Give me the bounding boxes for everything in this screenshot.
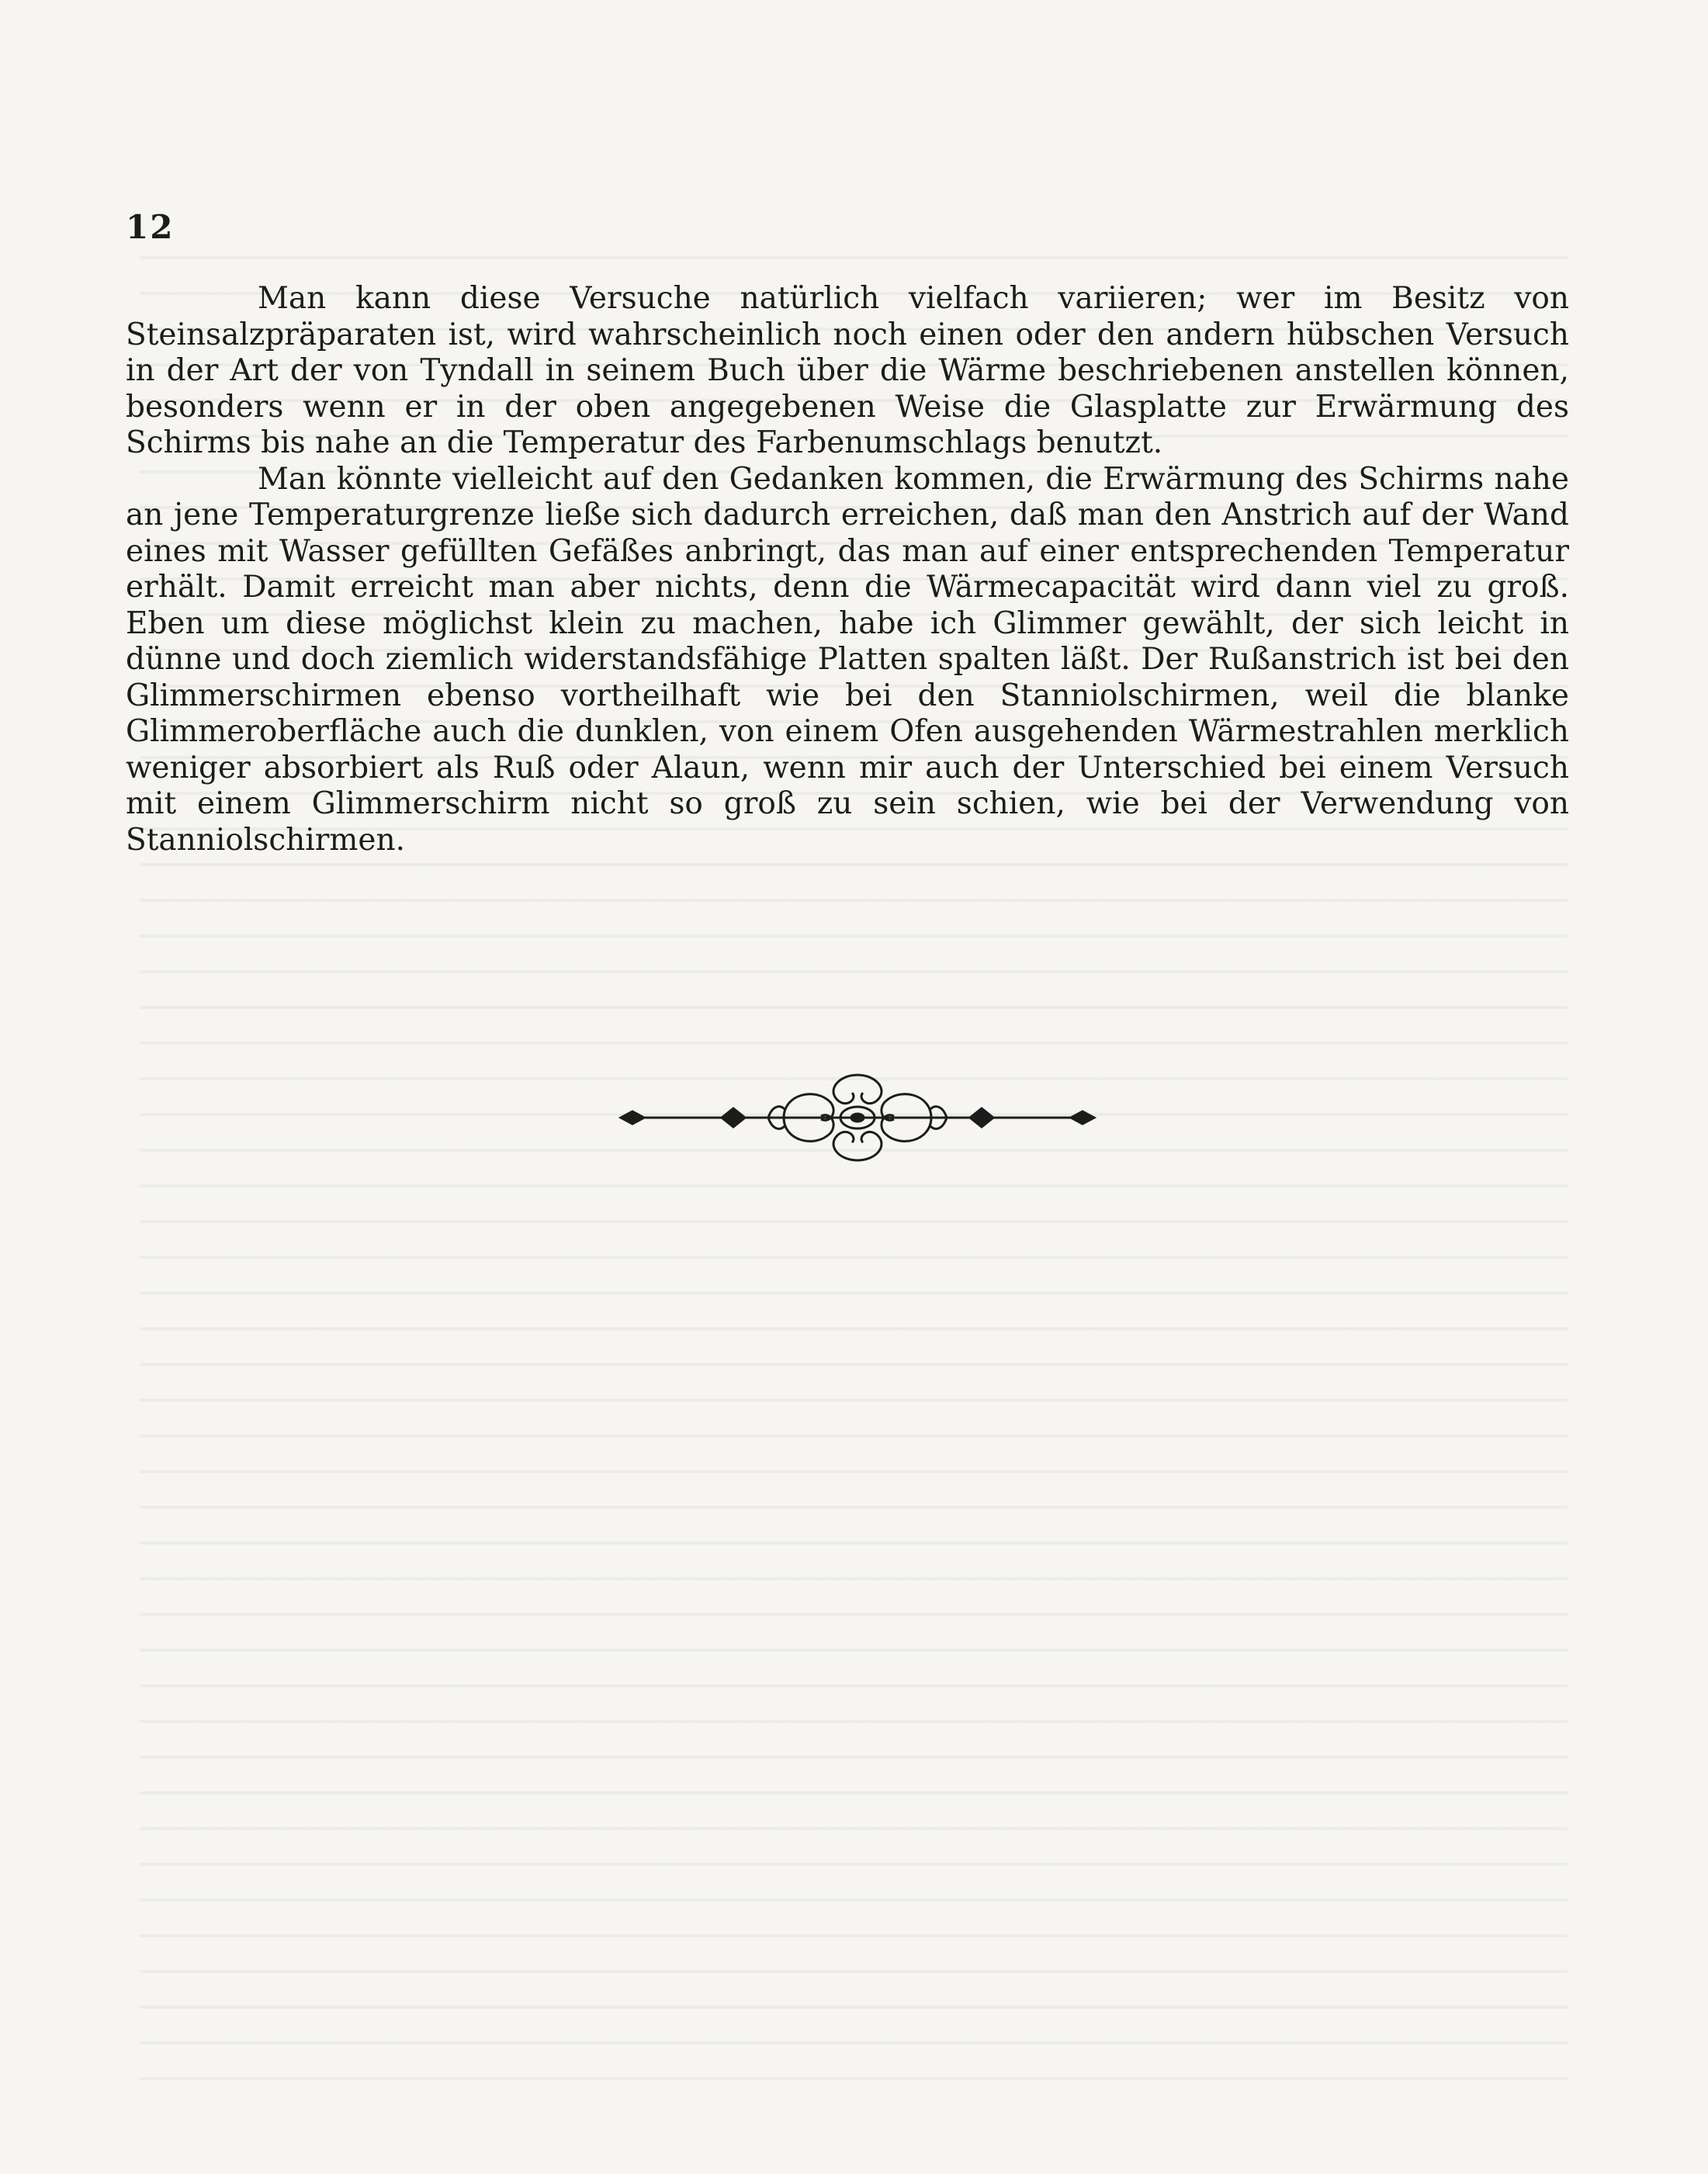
body-text	[126, 281, 1569, 858]
paragraph: Man kann diese Versuche natürlich vielfach variieren; wer im Besitz von Steinsalzpräparaten ist, wird wahrscheinlich noch einen oder den andern hübschen Versuch in der Art der von Tyndall in seinem Buch über die Wärme beschriebenen anstellen können, besonders wenn er in der oben angegebenen Weise die Glasplatte zur Erwärmung des Schirms bis nahe an die Temperatur des Farbenumschlags benutzt.	[126, 281, 1569, 460]
paragraph: Man könnte vielleicht auf den Gedanken kommen, die Erwärmung des Schirms nahe an jene Temperaturgrenze ließe sich dadurch erreichen, daß man den Anstrich auf der Wand eines mit Wasser gefüllten Gefäßes anbringt, das man auf einer entsprechenden Temperatur erhält. Damit erreicht man aber nichts, denn die Wärmecapacität wird dann viel zu groß. Eben um diese möglichst klein zu machen, habe ich Glimmer gewählt, der sich leicht in dünne und doch ziemlich widerstandsfähige Platten spalten läßt. Der Rußanstrich ist bei den Glimmerschirmen ebenso vortheilhaft wie bei den Stanniolschirmen, weil die blanke Glimmeroberfläche auch die dunklen, von einem Ofen ausgehenden Wärmestrahlen merklich weniger absorbiert als Ruß oder Alaun, wenn mir auch der Unterschied bei einem Versuch mit einem Glimmerschirm nicht so groß zu sein schien, wie bei der Verwendung von Stanniolschirmen.	[126, 461, 1569, 858]
decorative-ornament-icon	[605, 1063, 1110, 1172]
page-number: 12	[126, 208, 175, 246]
